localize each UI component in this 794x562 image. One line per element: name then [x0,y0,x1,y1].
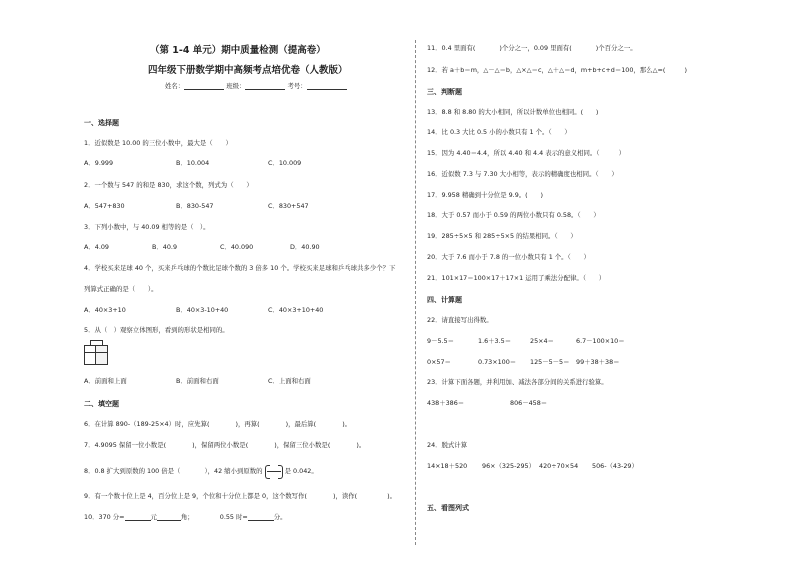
q1-option-a[interactable]: A．9.999 [84,159,114,167]
q22-item-7[interactable]: 125－5－5＝ [530,358,570,366]
question-18: 18．大于 0.57 而小于 0.59 的两位小数只有 0.58。（ ） [427,211,600,219]
question-2: 2．一个数与 547 的和是 830，求这个数，列式为（ ） [84,181,253,189]
question-9: 9．有一个数十位上是 4，百分位上是 9，个位和十分位上都是 0，这个数写作( )，读作( )。 [84,492,397,500]
q23-item-1[interactable]: 438＋386＝ [427,399,465,407]
question-12: 12．若 a＋b＝m，△－△＝b，△×△＝c，△＋△＝d，m+b+c+d＝100，那么△=( ) [427,66,688,74]
question-4-line1: 4．学校买来足球 40 个，买来乒乓球的个数比足球个数的 3 倍多 10 个。学校买来足球和乒乓球共多少个？下 [84,264,396,272]
class-field[interactable] [245,89,285,90]
question-6: 6．在计算 890-（189-25×4）时，应先算( )，再算( )，最后算( )。 [84,420,352,428]
question-23: 23．计算下面各题，并利用加、减法各部分间的关系进行验算。 [427,378,608,386]
question-14: 14．比 0.3 大比 0.5 小的小数只有 1 个。（ ） [427,128,571,136]
q5-option-a[interactable]: A．前面和上面 [84,377,127,385]
question-3: 3．下列小数中，与 40.09 相等的是（ ）。 [84,223,210,231]
q2-option-b[interactable]: B．830-547 [176,202,214,210]
fraction-blank[interactable] [265,465,283,477]
q22-item-8[interactable]: 99＋38＋38＝ [576,358,620,366]
exam-no-field[interactable] [307,89,347,90]
q2-option-c[interactable]: C．830+547 [268,202,309,210]
q10-blank-min[interactable] [248,520,274,521]
cube-bottom-right [95,352,108,365]
section-calc: 四、计算题 [427,296,462,304]
q5-option-b[interactable]: B．前面和右面 [176,377,219,385]
q1-option-c[interactable]: C．10.009 [268,159,302,167]
q3-option-a[interactable]: A．4.09 [84,243,109,251]
question-10: 10．370 分= 元 角； 0.55 时= 分。 [84,513,287,521]
q24-item-3[interactable]: 420÷70×54 [539,462,579,470]
question-17: 17．9.958 精确到十分位是 9.9。( ) [427,191,543,199]
q2-option-a[interactable]: A．547+830 [84,202,125,210]
q23-item-2[interactable]: 806－458＝ [510,399,548,407]
q3-option-b[interactable]: B．40.9 [152,243,178,251]
question-19: 19．285÷5×5 和 285÷5×5 的结果相同。（ ） [427,232,577,240]
q22-item-4[interactable]: 6.7－100×10＝ [576,337,625,345]
question-20: 20．大于 7.6 而小于 7.8 的一位小数只有 1 个。（ ） [427,253,590,261]
question-21: 21．101×17＝100×17＋17×1 运用了乘法分配律。（ ） [427,274,606,282]
section-judge: 三、判断题 [427,88,462,96]
section-picture: 五、看图列式 [427,504,469,512]
q5-option-c[interactable]: C．上面和右面 [268,377,311,385]
question-16: 16．近似数 7.3 与 7.30 大小相等，表示的精确度也相同。（ ） [427,170,618,178]
question-15: 15．因为 4.40＝4.4，所以 4.40 和 4.4 表示的意义相同。（ ） [427,149,626,157]
q22-item-2[interactable]: 1.6＋3.5＝ [478,337,512,345]
q24-item-1[interactable]: 14×18＋520 [427,462,468,470]
exam-subtitle: 四年级下册数学期中高频考点培优卷（人教版） [148,65,348,76]
cube-figure [84,340,114,364]
student-info-row [165,81,347,90]
q22-item-6[interactable]: 0.73×100＝ [478,358,517,366]
column-divider [415,40,416,545]
question-5: 5．从（ ）观察立体图形，看到的形状是相同的。 [84,326,229,334]
exam-no-label: 考号： [287,82,307,90]
q22-item-3[interactable]: 25×4＝ [530,337,554,345]
q22-item-5[interactable]: 0×57＝ [427,358,451,366]
section-choice: 一、选择题 [84,119,119,127]
q3-option-d[interactable]: D．40.90 [290,243,320,251]
question-7: 7．4.9095 保留一位小数是( )，保留两位小数是( )，保留三位小数是( )。 [84,441,366,449]
q4-option-b[interactable]: B．40×3-10+40 [176,306,229,314]
question-8: 8．0.8 扩大到原数的 100 倍是（ ），42 缩小到原数的 是 0.042。 [84,465,318,477]
section-fill: 二、填空题 [84,400,119,408]
name-label: 姓名： [165,82,185,90]
question-11: 11．0.4 里面有( )个分之一，0.09 里面有( )个百分之一。 [427,44,637,52]
question-1: 1．近似数是 10.00 的三位小数中，最大是（ ） [84,139,232,147]
question-24: 24．脱式计算 [427,441,468,449]
class-label: 班级： [226,82,246,90]
q10-blank-jiao[interactable] [157,520,181,521]
q24-item-4[interactable]: 506-（43-29） [592,462,638,470]
q3-option-c[interactable]: C．40.090 [220,243,254,251]
exam-title: （第 1-4 单元）期中质量检测（提高卷） [150,45,326,56]
q4-option-c[interactable]: C．40×3+10+40 [268,306,324,314]
q4-option-a[interactable]: A．40×3+10 [84,306,126,314]
q1-option-b[interactable]: B．10.004 [176,159,210,167]
question-22: 22．请直接写出得数。 [427,316,493,324]
q10-blank-yuan[interactable] [125,520,151,521]
question-13: 13．8.8 和 8.80 的大小相同，所以计数单位也相同。( ) [427,108,599,116]
question-4-line2: 列算式正确的是（ ）。 [84,285,158,293]
q24-item-2[interactable]: 96×（325-295） [482,462,535,470]
name-field[interactable] [184,89,224,90]
q22-item-1[interactable]: 9－5.5＝ [427,337,455,345]
